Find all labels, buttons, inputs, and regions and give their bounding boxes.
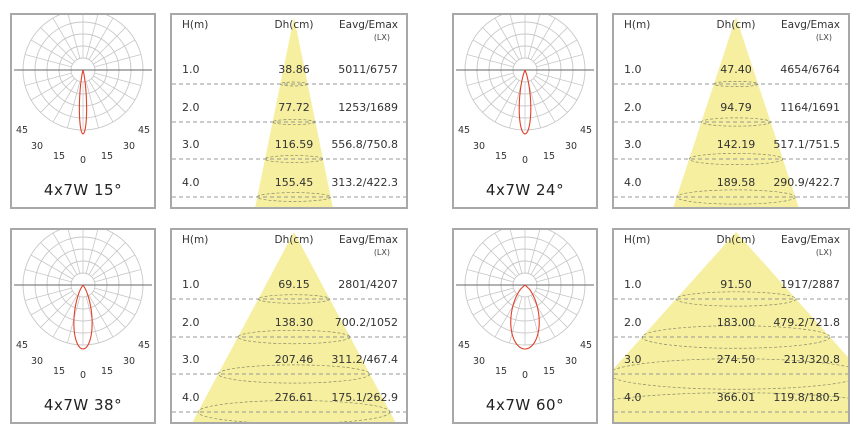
cell-illuminance: 700.2/1052 — [334, 316, 398, 329]
cell-height: 3.0 — [624, 353, 642, 366]
angle-label: 45 — [137, 125, 151, 136]
polar-grid-spoke — [483, 28, 517, 62]
polar-grid-spoke — [41, 28, 75, 62]
polar-grid-spoke — [67, 82, 79, 128]
header-diameter: Dh(cm) — [716, 234, 756, 246]
cell-illuminance: 2801/4207 — [338, 278, 398, 291]
polar-grid-spoke — [86, 82, 98, 128]
polar-grid-spoke — [531, 80, 555, 122]
cell-height: 1.0 — [182, 278, 200, 291]
angle-label: 30 — [564, 356, 578, 367]
polar-diagram-panel — [10, 228, 156, 424]
header-height: H(m) — [624, 19, 651, 31]
angle-label: 0 — [79, 155, 87, 166]
cell-height: 1.0 — [182, 63, 200, 76]
header-diameter: Dh(cm) — [716, 19, 756, 31]
angle-label: 30 — [30, 141, 44, 152]
polar-grid-spoke — [495, 295, 519, 337]
cell-illuminance: 311.2/467.4 — [331, 353, 398, 366]
angle-label: 45 — [579, 125, 593, 136]
polar-grid-spoke — [93, 255, 135, 279]
angle-label: 0 — [521, 370, 529, 381]
polar-grid-spoke — [31, 40, 73, 64]
polar-grid-spoke — [89, 18, 113, 60]
polar-grid-spoke — [95, 73, 141, 85]
cell-illuminance: 479.2/721.8 — [773, 316, 840, 329]
polar-grid-spoke — [537, 269, 583, 281]
cell-diameter: 116.59 — [274, 138, 314, 151]
cell-diameter: 38.86 — [278, 63, 310, 76]
angle-label: 45 — [457, 125, 471, 136]
polar-diagram — [12, 15, 154, 207]
photometric-table — [170, 228, 408, 424]
polar-grid-spoke — [531, 295, 555, 337]
cell-height: 1.0 — [624, 278, 642, 291]
cell-diameter: 69.15 — [278, 278, 310, 291]
cell-illuminance: 119.8/180.5 — [773, 391, 840, 404]
angle-label: 15 — [52, 151, 66, 162]
angle-label: 15 — [542, 151, 556, 162]
cell-height: 2.0 — [182, 101, 200, 114]
polar-grid-spoke — [25, 73, 71, 85]
polar-grid-spoke — [533, 28, 567, 62]
polar-grid-spoke — [53, 233, 77, 275]
cell-height: 2.0 — [182, 316, 200, 329]
polar-grid-spoke — [93, 76, 135, 100]
polar-grid-spoke — [91, 78, 125, 112]
polar-grid-spoke — [53, 18, 77, 60]
polar-grid-spoke — [495, 80, 519, 122]
angle-label: 30 — [30, 356, 44, 367]
polar-diagram — [454, 15, 596, 207]
angle-label: 45 — [457, 340, 471, 351]
polar-grid-spoke — [473, 255, 515, 279]
polar-grid-spoke — [31, 291, 73, 315]
header-unit: (LX) — [373, 33, 390, 42]
polar-diagram — [454, 230, 596, 422]
polar-grid-spoke — [91, 293, 125, 327]
polar-grid-spoke — [25, 269, 71, 281]
cell-height: 4.0 — [624, 391, 642, 404]
cell-diameter: 138.30 — [274, 316, 314, 329]
polar-diagram-panel — [10, 13, 156, 209]
polar-grid-spoke — [89, 295, 113, 337]
polar-grid-spoke — [41, 78, 75, 112]
cell-height: 4.0 — [182, 176, 200, 189]
angle-label: 30 — [472, 141, 486, 152]
polar-grid-spoke — [91, 28, 125, 62]
polar-grid-spoke — [89, 233, 113, 275]
cell-illuminance: 175.1/262.9 — [331, 391, 398, 404]
cell-height: 3.0 — [624, 138, 642, 151]
polar-diagram-panel — [452, 13, 598, 209]
polar-grid-spoke — [483, 243, 517, 277]
polar-grid-spoke — [53, 295, 77, 337]
cell-height: 4.0 — [624, 176, 642, 189]
polar-grid-spoke — [535, 40, 577, 64]
polar-grid-spoke — [535, 291, 577, 315]
polar-grid-spoke — [531, 233, 555, 275]
angle-label: 45 — [137, 340, 151, 351]
angle-label: 15 — [100, 366, 114, 377]
polar-grid-spoke — [95, 54, 141, 66]
polar-grid-spoke — [31, 255, 73, 279]
cell-illuminance: 213/320.8 — [783, 353, 840, 366]
cell-illuminance: 4654/6764 — [780, 63, 840, 76]
polar-diagram-panel — [452, 228, 598, 424]
header-illuminance: Eavg/Emax — [781, 19, 840, 31]
header-unit: (LX) — [815, 248, 832, 257]
polar-diagram — [12, 230, 154, 422]
cell-illuminance: 313.2/422.3 — [331, 176, 398, 189]
polar-grid-spoke — [537, 288, 583, 300]
polar-grid-spoke — [533, 78, 567, 112]
angle-label: 30 — [564, 141, 578, 152]
angle-label: 15 — [542, 366, 556, 377]
polar-grid-spoke — [53, 80, 77, 122]
polar-grid-spoke — [25, 54, 71, 66]
polar-grid-spoke — [495, 233, 519, 275]
polar-grid-spoke — [531, 18, 555, 60]
cell-diameter: 155.45 — [274, 176, 314, 189]
polar-grid-spoke — [89, 80, 113, 122]
cell-diameter: 91.50 — [720, 278, 752, 291]
header-diameter: Dh(cm) — [274, 19, 314, 31]
cell-height: 2.0 — [624, 316, 642, 329]
angle-label: 30 — [472, 356, 486, 367]
polar-grid-spoke — [25, 288, 71, 300]
header-height: H(m) — [182, 19, 209, 31]
polar-grid-spoke — [473, 291, 515, 315]
cell-height: 1.0 — [624, 63, 642, 76]
cell-diameter: 94.79 — [720, 101, 752, 114]
polar-grid-spoke — [495, 18, 519, 60]
polar-grid-spoke — [41, 243, 75, 277]
cell-illuminance: 1164/1691 — [780, 101, 840, 114]
polar-grid-spoke — [95, 269, 141, 281]
model-label: 4x7W 60° — [485, 396, 565, 414]
cell-diameter: 77.72 — [278, 101, 310, 114]
photometric-table — [612, 13, 850, 209]
header-diameter: Dh(cm) — [274, 234, 314, 246]
polar-grid-spoke — [537, 54, 583, 66]
polar-grid-spoke — [467, 269, 513, 281]
header-illuminance: Eavg/Emax — [339, 19, 398, 31]
polar-grid-spoke — [467, 73, 513, 85]
header-unit: (LX) — [373, 248, 390, 257]
polar-grid-spoke — [467, 288, 513, 300]
cell-illuminance: 290.9/422.7 — [773, 176, 840, 189]
header-illuminance: Eavg/Emax — [781, 234, 840, 246]
polar-grid-spoke — [93, 291, 135, 315]
cell-height: 3.0 — [182, 353, 200, 366]
polar-grid-spoke — [533, 243, 567, 277]
cell-diameter: 366.01 — [716, 391, 756, 404]
header-height: H(m) — [182, 234, 209, 246]
cell-diameter: 276.61 — [274, 391, 314, 404]
angle-label: 30 — [122, 356, 136, 367]
cell-diameter: 274.50 — [716, 353, 756, 366]
angle-label: 15 — [494, 366, 508, 377]
polar-grid-spoke — [473, 76, 515, 100]
model-label: 4x7W 38° — [43, 396, 123, 414]
polar-grid-spoke — [41, 293, 75, 327]
polar-grid-spoke — [473, 40, 515, 64]
angle-label: 0 — [521, 155, 529, 166]
header-unit: (LX) — [815, 33, 832, 42]
model-label: 4x7W 15° — [43, 181, 123, 199]
cell-illuminance: 5011/6757 — [338, 63, 398, 76]
angle-label: 45 — [579, 340, 593, 351]
angle-label: 15 — [100, 151, 114, 162]
polar-grid-spoke — [31, 76, 73, 100]
cell-diameter: 47.40 — [720, 63, 752, 76]
angle-label: 15 — [494, 151, 508, 162]
cell-illuminance: 556.8/750.8 — [331, 138, 398, 151]
polar-grid-spoke — [483, 78, 517, 112]
cell-illuminance: 1253/1689 — [338, 101, 398, 114]
cell-height: 2.0 — [624, 101, 642, 114]
photometric-table — [170, 13, 408, 209]
header-height: H(m) — [624, 234, 651, 246]
angle-label: 30 — [122, 141, 136, 152]
polar-grid-spoke — [535, 255, 577, 279]
cell-diameter: 142.19 — [716, 138, 756, 151]
cell-illuminance: 1917/2887 — [780, 278, 840, 291]
polar-grid-spoke — [93, 40, 135, 64]
cell-height: 3.0 — [182, 138, 200, 151]
model-label: 4x7W 24° — [485, 181, 565, 199]
polar-grid-spoke — [91, 243, 125, 277]
header-illuminance: Eavg/Emax — [339, 234, 398, 246]
angle-label: 0 — [79, 370, 87, 381]
cell-diameter: 207.46 — [274, 353, 314, 366]
photometric-table — [612, 228, 850, 424]
angle-label: 15 — [52, 366, 66, 377]
angle-label: 45 — [15, 340, 29, 351]
cell-diameter: 183.00 — [716, 316, 756, 329]
polar-grid-spoke — [467, 54, 513, 66]
polar-grid-spoke — [537, 73, 583, 85]
cell-height: 4.0 — [182, 391, 200, 404]
polar-grid-spoke — [95, 288, 141, 300]
cell-diameter: 189.58 — [716, 176, 756, 189]
cell-illuminance: 517.1/751.5 — [773, 138, 840, 151]
angle-label: 45 — [15, 125, 29, 136]
polar-grid-spoke — [535, 76, 577, 100]
